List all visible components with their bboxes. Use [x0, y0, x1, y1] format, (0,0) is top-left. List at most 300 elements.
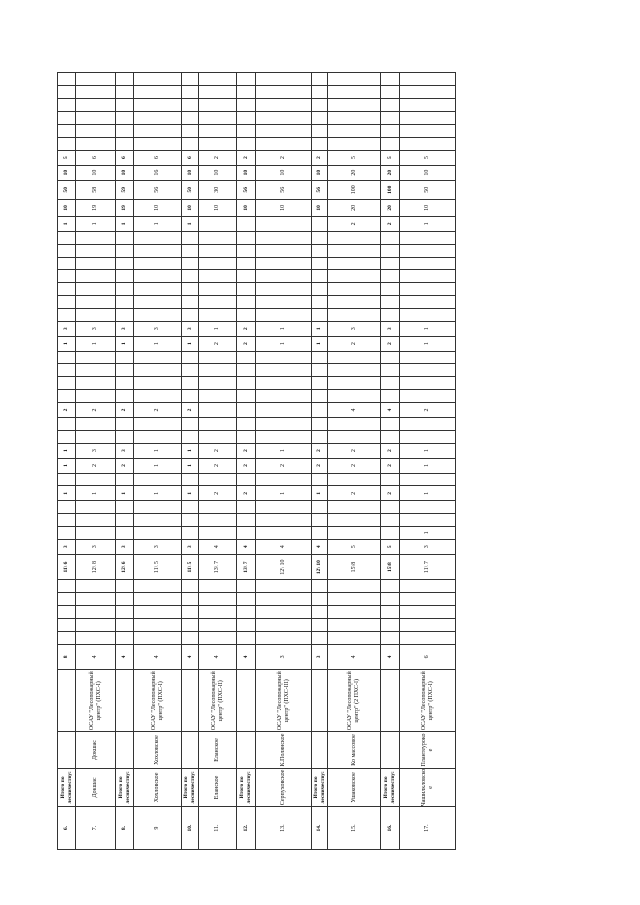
- table-cell: [58, 526, 76, 539]
- table-cell: 1: [182, 443, 199, 458]
- table-cell: [199, 402, 237, 417]
- table-cell: [400, 86, 456, 99]
- table-cell: [237, 296, 256, 309]
- table-cell: 10: [312, 199, 328, 216]
- table-cell: [256, 430, 312, 443]
- table-cell: [182, 631, 199, 644]
- table-cell: [134, 501, 182, 514]
- table-cell: [182, 606, 199, 619]
- table-cell: 4: [381, 402, 400, 417]
- table-cell: [134, 124, 182, 137]
- table-cell: [76, 377, 116, 390]
- table-cell: [312, 86, 328, 99]
- table-cell: [381, 732, 400, 768]
- table-cell: [256, 606, 312, 619]
- table-cell: [256, 137, 312, 150]
- table-cell: [256, 593, 312, 606]
- table-cell: 3: [58, 539, 76, 554]
- table-cell: 3: [76, 321, 116, 336]
- table-cell: [116, 732, 134, 768]
- table-cell: [76, 593, 116, 606]
- table-cell: [199, 618, 237, 631]
- table-cell: [76, 137, 116, 150]
- table-cell: [256, 270, 312, 283]
- table-cell: [237, 244, 256, 257]
- table-cell: [182, 514, 199, 527]
- table-row: [256, 73, 312, 850]
- table-cell: 3: [76, 539, 116, 554]
- table-cell: [116, 606, 134, 619]
- table-cell: [58, 417, 76, 430]
- table-cell: 1: [76, 486, 116, 501]
- table-cell: [237, 526, 256, 539]
- table-cell: 3: [116, 539, 134, 554]
- table-cell: [182, 112, 199, 125]
- table-cell: [312, 593, 328, 606]
- table-cell: [237, 670, 256, 732]
- table-cell: Итого по лесничеству:: [116, 768, 134, 807]
- table-cell: [256, 514, 312, 527]
- table-cell: [381, 593, 400, 606]
- table-cell: [134, 417, 182, 430]
- table-row-total: [58, 73, 76, 850]
- table-cell: [400, 364, 456, 377]
- table-cell: [199, 631, 237, 644]
- table-cell: [328, 86, 381, 99]
- table-cell: 2: [199, 458, 237, 473]
- table-cell: 1: [256, 443, 312, 458]
- table-cell: 2: [116, 402, 134, 417]
- table-cell: 12.: [237, 807, 256, 850]
- table-cell: [182, 501, 199, 514]
- table-cell: [76, 124, 116, 137]
- table-cell: 2: [237, 321, 256, 336]
- table-cell: 4: [182, 644, 199, 670]
- table-cell: 2: [312, 443, 328, 458]
- table-cell: [58, 137, 76, 150]
- table-row-total: [237, 73, 256, 850]
- table-row-total: [116, 73, 134, 850]
- table-cell: [199, 501, 237, 514]
- table-cell: [199, 86, 237, 99]
- table-cell: 6.: [58, 807, 76, 850]
- table-cell: [134, 137, 182, 150]
- table-cell: [134, 580, 182, 593]
- table-cell: [134, 473, 182, 486]
- table-cell: [237, 501, 256, 514]
- table-cell: 13\ 7: [237, 554, 256, 580]
- table-cell: [182, 99, 199, 112]
- table-cell: [256, 618, 312, 631]
- table-cell: 1: [199, 321, 237, 336]
- table-cell: 2: [199, 336, 237, 351]
- table-cell: ОСАУ "Лесопожарный центр" (ПХС-III): [256, 670, 312, 732]
- table-cell: [76, 631, 116, 644]
- table-cell: 1: [134, 336, 182, 351]
- table-cell: [381, 244, 400, 257]
- table-cell: 2: [237, 443, 256, 458]
- table-cell: [199, 216, 237, 231]
- table-cell: [182, 417, 199, 430]
- table-cell: 20: [381, 199, 400, 216]
- table-cell: [400, 231, 456, 244]
- table-cell: [381, 670, 400, 732]
- table-cell: [199, 99, 237, 112]
- table-cell: [312, 631, 328, 644]
- table-cell: [199, 244, 237, 257]
- table-cell: [256, 296, 312, 309]
- table-cell: [328, 417, 381, 430]
- table-cell: 1: [182, 336, 199, 351]
- table-cell: 20: [328, 165, 381, 180]
- table-cell: [116, 257, 134, 270]
- table-cell: [256, 351, 312, 364]
- table-cell: 7.: [76, 807, 116, 850]
- table-cell: [237, 606, 256, 619]
- table-cell: 11\ 5: [182, 554, 199, 580]
- table-cell: 3: [328, 321, 381, 336]
- table-cell: [237, 124, 256, 137]
- table-cell: 1: [116, 216, 134, 231]
- table-cell: [134, 86, 182, 99]
- table-cell: [256, 86, 312, 99]
- table-cell: 5: [328, 150, 381, 165]
- table-cell: Итого по лесничеству:: [381, 768, 400, 807]
- table-cell: [381, 137, 400, 150]
- table-cell: [256, 308, 312, 321]
- table-cell: Докшас: [76, 768, 116, 807]
- table-cell: [256, 231, 312, 244]
- table-cell: [256, 631, 312, 644]
- table-cell: [256, 124, 312, 137]
- table-cell: 12\ 6: [116, 554, 134, 580]
- table-cell: [182, 124, 199, 137]
- table-cell: 1: [182, 216, 199, 231]
- table-cell: [328, 308, 381, 321]
- table-cell: [116, 580, 134, 593]
- table-cell: [58, 351, 76, 364]
- table-cell: 2: [199, 150, 237, 165]
- table-cell: [182, 732, 199, 768]
- table-cell: 2: [328, 336, 381, 351]
- forest-fire-equipment-table: [57, 72, 456, 850]
- table-cell: [256, 390, 312, 403]
- table-cell: [134, 73, 182, 87]
- table-cell: [328, 73, 381, 87]
- table-cell: ОСАУ "Лесопожарный центр" (ПХС-I): [134, 670, 182, 732]
- table-cell: [116, 283, 134, 296]
- table-cell: 12\ 10: [312, 554, 328, 580]
- table-cell: [381, 257, 400, 270]
- table-cell: [328, 351, 381, 364]
- table-cell: Хохловское: [134, 732, 182, 768]
- table-cell: [134, 270, 182, 283]
- table-cell: [328, 257, 381, 270]
- table-cell: 56: [256, 180, 312, 199]
- table-cell: 3: [116, 443, 134, 458]
- table-cell: [400, 124, 456, 137]
- table-cell: [76, 270, 116, 283]
- table-cell: [76, 257, 116, 270]
- table-row: [134, 73, 182, 850]
- table-cell: [312, 99, 328, 112]
- table-cell: [76, 364, 116, 377]
- table-cell: [116, 473, 134, 486]
- table-cell: [182, 137, 199, 150]
- table-cell: 1: [116, 336, 134, 351]
- table-cell: [400, 244, 456, 257]
- table-cell: К.Полянское: [256, 732, 312, 768]
- table-cell: [116, 593, 134, 606]
- table-cell: 2: [328, 443, 381, 458]
- table-cell: [58, 283, 76, 296]
- table-cell: [328, 364, 381, 377]
- table-cell: [237, 112, 256, 125]
- table-cell: [328, 377, 381, 390]
- table-cell: 6: [134, 150, 182, 165]
- table-cell: ОСАУ "Лесопожарный центр" (ПХС-II): [199, 670, 237, 732]
- table-cell: 3: [116, 321, 134, 336]
- table-cell: [328, 526, 381, 539]
- table-cell: [199, 417, 237, 430]
- table-cell: 8.: [116, 807, 134, 850]
- table-cell: [256, 99, 312, 112]
- table-cell: [381, 231, 400, 244]
- table-cell: [199, 580, 237, 593]
- table-cell: [312, 402, 328, 417]
- table-cell: Итого по лесничеству:: [58, 768, 76, 807]
- table-row: [76, 73, 116, 850]
- table-row: [400, 73, 456, 850]
- table-cell: [182, 390, 199, 403]
- table-cell: [400, 377, 456, 390]
- table-cell: [312, 244, 328, 257]
- table-cell: [328, 99, 381, 112]
- table-cell: 11\ 6: [58, 554, 76, 580]
- table-cell: [58, 86, 76, 99]
- table-cell: 30: [199, 180, 237, 199]
- table-cell: Серпуховское: [256, 768, 312, 807]
- table-cell: 2: [76, 458, 116, 473]
- table-cell: [76, 244, 116, 257]
- table-cell: [116, 526, 134, 539]
- table-cell: [116, 124, 134, 137]
- table-cell: [400, 580, 456, 593]
- table-cell: [58, 390, 76, 403]
- table-cell: Еланское: [199, 768, 237, 807]
- table-cell: 3: [134, 321, 182, 336]
- table-cell: [237, 137, 256, 150]
- table-cell: [312, 606, 328, 619]
- table-cell: [134, 593, 182, 606]
- table-cell: Итого по лесничеству:: [182, 768, 199, 807]
- table-cell: 5: [381, 150, 400, 165]
- table-cell: 10: [116, 165, 134, 180]
- table-cell: [237, 231, 256, 244]
- table-cell: [134, 351, 182, 364]
- table-cell: 1: [400, 486, 456, 501]
- table-cell: [58, 618, 76, 631]
- table-cell: Чашилкловское: [400, 768, 456, 807]
- table-cell: [312, 501, 328, 514]
- table-cell: ОСАУ "Лесопожарный центр" (ПХС-I): [400, 670, 456, 732]
- table-cell: [199, 137, 237, 150]
- table-cell: 10: [312, 165, 328, 180]
- table-cell: [182, 296, 199, 309]
- table-cell: [182, 257, 199, 270]
- table-cell: [381, 473, 400, 486]
- table-cell: 2: [400, 402, 456, 417]
- table-cell: [182, 231, 199, 244]
- table-cell: [400, 473, 456, 486]
- table-cell: [199, 430, 237, 443]
- table-cell: 56: [134, 180, 182, 199]
- table-cell: [328, 112, 381, 125]
- table-cell: 10: [58, 199, 76, 216]
- table-cell: [58, 364, 76, 377]
- table-cell: [199, 364, 237, 377]
- table-cell: 2: [381, 486, 400, 501]
- table-cell: 20: [381, 165, 400, 180]
- table-cell: 19: [76, 199, 116, 216]
- table-cell: 2: [76, 402, 116, 417]
- table-cell: 58: [76, 180, 116, 199]
- table-cell: 3: [76, 443, 116, 458]
- table-cell: 10: [256, 199, 312, 216]
- table-cell: [58, 244, 76, 257]
- table-cell: 2: [134, 402, 182, 417]
- table-cell: [400, 417, 456, 430]
- table-cell: 4: [116, 644, 134, 670]
- table-cell: [58, 296, 76, 309]
- table-cell: [116, 514, 134, 527]
- table-cell: [134, 618, 182, 631]
- table-cell: 2: [116, 458, 134, 473]
- table-cell: [76, 390, 116, 403]
- table-cell: 1: [312, 321, 328, 336]
- table-cell: [58, 99, 76, 112]
- table-cell: [328, 514, 381, 527]
- table-cell: [134, 526, 182, 539]
- table-cell: 4: [328, 402, 381, 417]
- table-cell: [312, 137, 328, 150]
- table-cell: [237, 283, 256, 296]
- table-cell: [58, 377, 76, 390]
- table-cell: [134, 514, 182, 527]
- table-cell: [381, 390, 400, 403]
- table-cell: [256, 377, 312, 390]
- table-cell: 1: [76, 336, 116, 351]
- table-cell: 2: [312, 458, 328, 473]
- table-cell: [312, 390, 328, 403]
- table-cell: [256, 417, 312, 430]
- table-cell: [328, 124, 381, 137]
- table-cell: [312, 231, 328, 244]
- table-cell: Итого по лесничеству:: [312, 768, 328, 807]
- table-cell: 15\8: [328, 554, 381, 580]
- table-cell: [76, 283, 116, 296]
- table-cell: 4: [237, 539, 256, 554]
- table-cell: 1: [58, 216, 76, 231]
- table-cell: 1: [116, 486, 134, 501]
- table-cell: 10: [400, 165, 456, 180]
- table-cell: 11\ 7: [400, 554, 456, 580]
- table-cell: [134, 283, 182, 296]
- table-cell: [400, 351, 456, 364]
- table-cell: [182, 86, 199, 99]
- table-cell: [237, 257, 256, 270]
- table-cell: 6: [116, 150, 134, 165]
- table-cell: [312, 473, 328, 486]
- table-cell: 3: [400, 539, 456, 554]
- table-cell: [199, 270, 237, 283]
- table-cell: 10: [256, 165, 312, 180]
- table-cell: [134, 99, 182, 112]
- table-cell: [400, 296, 456, 309]
- table-cell: [58, 580, 76, 593]
- table-cell: 1: [58, 486, 76, 501]
- table-cell: [199, 473, 237, 486]
- table-cell: [58, 501, 76, 514]
- table-cell: [237, 377, 256, 390]
- table-cell: [182, 580, 199, 593]
- table-cell: 3: [381, 321, 400, 336]
- table-cell: [312, 283, 328, 296]
- table-cell: [116, 364, 134, 377]
- table-cell: [400, 501, 456, 514]
- table-cell: [381, 124, 400, 137]
- table-cell: 4: [312, 539, 328, 554]
- table-cell: [116, 270, 134, 283]
- table-cell: [381, 73, 400, 87]
- table-cell: Ко массовое: [328, 732, 381, 768]
- table-cell: 2: [199, 486, 237, 501]
- table-cell: [237, 732, 256, 768]
- table-cell: [237, 99, 256, 112]
- table-row-total: [381, 73, 400, 850]
- table-cell: [116, 296, 134, 309]
- table-cell: [328, 580, 381, 593]
- table-cell: [312, 618, 328, 631]
- table-cell: 5: [58, 150, 76, 165]
- table-cell: [199, 257, 237, 270]
- table-cell: [256, 73, 312, 87]
- table-cell: [381, 112, 400, 125]
- table-cell: [58, 308, 76, 321]
- table-cell: [182, 430, 199, 443]
- table-cell: [116, 112, 134, 125]
- table-cell: [134, 112, 182, 125]
- table-cell: 10.: [182, 807, 199, 850]
- table-cell: [381, 377, 400, 390]
- table-cell: 3: [58, 321, 76, 336]
- table-cell: [328, 618, 381, 631]
- table-cell: [116, 244, 134, 257]
- table-cell: 4: [381, 644, 400, 670]
- table-cell: 13\ 7: [199, 554, 237, 580]
- table-cell: [76, 308, 116, 321]
- table-cell: [400, 137, 456, 150]
- table-cell: [199, 124, 237, 137]
- table-cell: [58, 270, 76, 283]
- table-cell: [312, 732, 328, 768]
- table-cell: 1: [182, 458, 199, 473]
- table-cell: [312, 296, 328, 309]
- table-cell: 50: [400, 180, 456, 199]
- table-cell: [256, 526, 312, 539]
- table-cell: [328, 593, 381, 606]
- table-cell: [256, 244, 312, 257]
